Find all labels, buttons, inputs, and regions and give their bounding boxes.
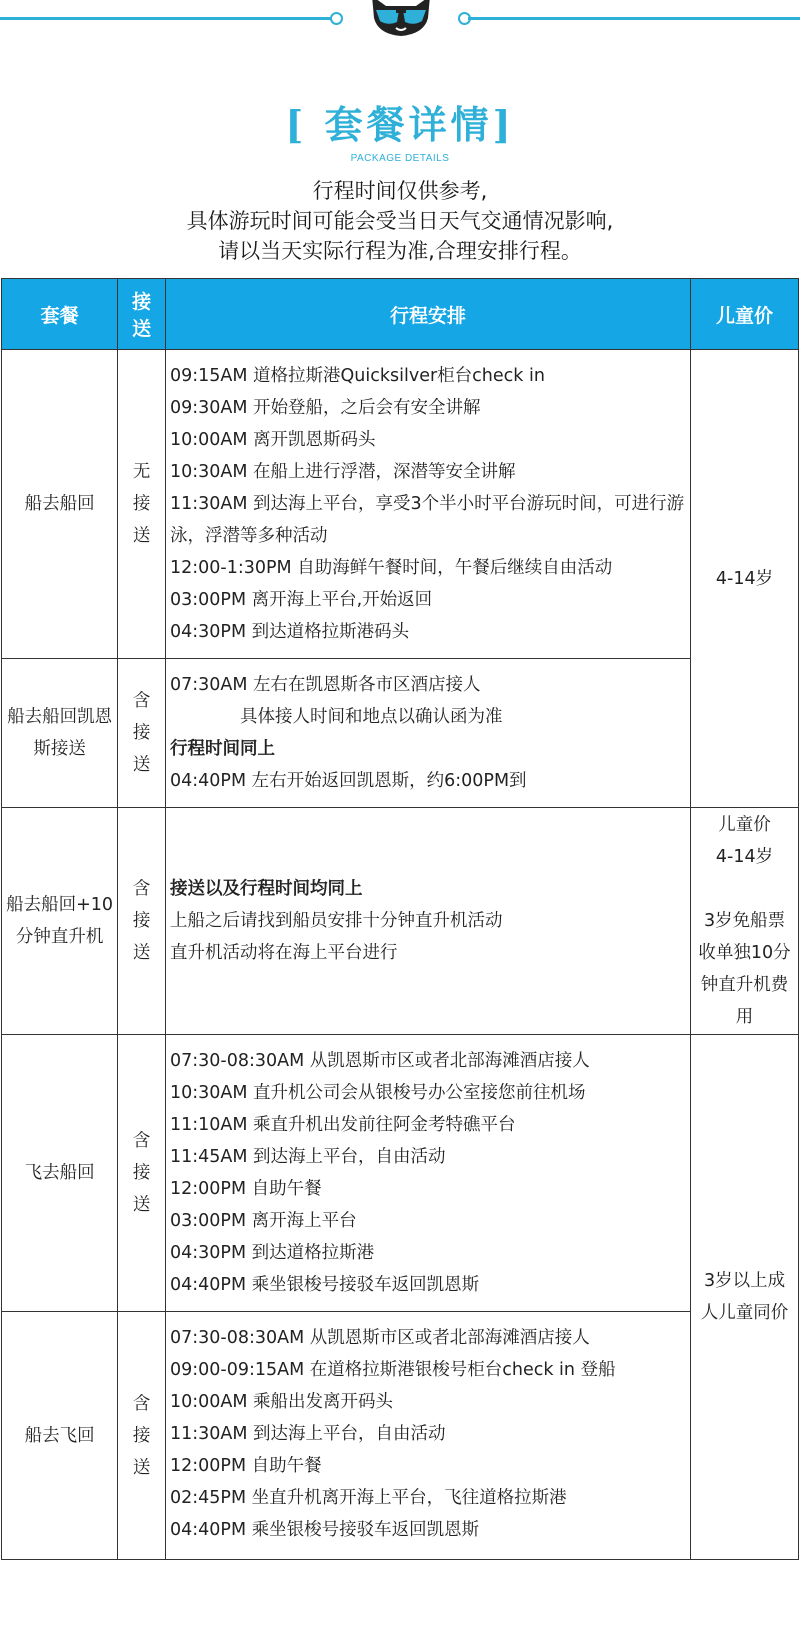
child-price-text: 3岁免船票收单独10分钟直升机费用 [698, 911, 791, 1027]
child-price-text: 3岁以上成人儿童同价 [700, 1271, 789, 1323]
schedule-line: 10:30AM 在船上进行浮潜，深潜等安全讲解 [169, 462, 516, 482]
table-row [2, 808, 799, 1035]
transfer-label: 含接送 [132, 879, 151, 963]
child-price-text: 4-14岁 [715, 847, 774, 867]
intro-line: 行程时间仅供参考, [312, 179, 488, 203]
child-price-text: 儿童价 [718, 815, 771, 835]
schedule-line: 03:00PM 离开海上平台,开始返回 [169, 590, 433, 610]
decor-line-left [0, 17, 333, 20]
schedule-line: 04:40PM 乘坐银梭号接驳车返回凯恩斯 [169, 1275, 480, 1295]
transfer-label: 含接送 [132, 691, 151, 775]
child-price-cell [691, 350, 799, 808]
intro-text [0, 176, 800, 266]
schedule-line: 12:00PM 自助午餐 [169, 1179, 322, 1199]
schedule-line: 具体接人时间和地点以确认函为准 [239, 707, 503, 727]
schedule-line: 03:00PM 离开海上平台 [169, 1211, 357, 1231]
schedule-line: 12:00-1:30PM 自助海鲜午餐时间，午餐后继续自由活动 [169, 558, 613, 578]
table-row [2, 1035, 799, 1312]
schedule-cell [165, 808, 690, 1035]
page-title: [ 套餐详情] [285, 102, 515, 147]
schedule-line: 上船之后请找到船员安排十分钟直升机活动 [169, 911, 503, 931]
header-package: 套餐 [2, 279, 118, 350]
child-price-cell [691, 1035, 799, 1560]
intro-line: 具体游玩时间可能会受当日天气交通情况影响, [186, 209, 614, 233]
schedule-line: 10:00AM 乘船出发离开码头 [169, 1392, 394, 1412]
schedule-line: 04:30PM 到达道格拉斯港码头 [169, 622, 410, 642]
top-decoration [0, 0, 800, 50]
transfer-cell [118, 659, 166, 808]
schedule-line: 11:45AM 到达海上平台，自由活动 [169, 1147, 446, 1167]
schedule-cell [165, 350, 690, 659]
header-child-price: 儿童价 [691, 279, 799, 350]
schedule-line: 11:30AM 到达海上平台，自由活动 [169, 1424, 446, 1444]
schedule-line: 09:30AM 开始登船，之后会有安全讲解 [169, 398, 481, 418]
schedule-line: 10:00AM 离开凯恩斯码头 [169, 430, 376, 450]
transfer-cell [118, 1312, 166, 1560]
page-subtitle: PACKAGE DETAILS [350, 153, 450, 164]
section-heading [0, 94, 800, 164]
schedule-line: 07:30-08:30AM 从凯恩斯市区或者北部海滩酒店接人 [169, 1051, 590, 1071]
schedule-line: 10:30AM 直升机公司会从银梭号办公室接您前往机场 [169, 1083, 586, 1103]
transfer-cell [118, 350, 166, 659]
transfer-cell [118, 808, 166, 1035]
schedule-line: 11:30AM 到达海上平台，享受3个半小时平台游玩时间，可进行游泳，浮潜等多种活动 [169, 494, 685, 546]
package-name: 船去船回+10分钟直升机 [2, 808, 118, 1035]
package-name: 船去船回凯恩斯接送 [2, 659, 118, 808]
child-price-text: 4-14岁 [715, 568, 774, 589]
header-schedule: 行程安排 [165, 279, 690, 350]
schedule-line: 02:45PM 坐直升机离开海上平台，飞往道格拉斯港 [169, 1488, 567, 1508]
schedule-line: 07:30AM 左右在凯恩斯各市区酒店接人 [169, 675, 481, 695]
transfer-label: 含接送 [132, 1393, 151, 1478]
schedule-cell [165, 1312, 690, 1560]
table-row [2, 659, 799, 808]
schedule-line: 12:00PM 自助午餐 [169, 1456, 322, 1476]
schedule-line: 04:40PM 左右开始返回凯恩斯，约6:00PM到 [169, 771, 527, 791]
transfer-label: 含接送 [132, 1131, 151, 1215]
transfer-label: 无接送 [132, 462, 151, 546]
intro-line: 请以当天实际行程为准,合理安排行程。 [218, 239, 582, 263]
schedule-cell [165, 1035, 690, 1312]
package-name: 船去船回 [2, 350, 118, 659]
table-row [2, 350, 799, 659]
table-header-row [2, 279, 799, 350]
schedule-line: 接送以及行程时间均同上 [169, 879, 363, 899]
schedule-line: 04:30PM 到达道格拉斯港 [169, 1243, 375, 1263]
decor-line-right [468, 17, 800, 20]
schedule-line: 09:15AM 道格拉斯港Quicksilver柜台check in [169, 366, 545, 386]
schedule-line: 07:30-08:30AM 从凯恩斯市区或者北部海滩酒店接人 [169, 1328, 590, 1348]
transfer-cell [118, 1035, 166, 1312]
schedule-line: 行程时间同上 [169, 739, 275, 759]
package-table [1, 278, 799, 1560]
child-price-cell [691, 808, 799, 1035]
decor-dot-left [330, 12, 343, 25]
schedule-line: 04:40PM 乘坐银梭号接驳车返回凯恩斯 [169, 1520, 480, 1540]
schedule-line: 直升机活动将在海上平台进行 [169, 943, 398, 963]
package-name: 飞去船回 [2, 1035, 118, 1312]
schedule-cell [165, 659, 690, 808]
header-transfer [118, 279, 166, 350]
schedule-line: 09:00-09:15AM 在道格拉斯港银梭号柜台check in 登船 [169, 1360, 616, 1380]
table-row [2, 1312, 799, 1560]
package-name: 船去飞回 [2, 1312, 118, 1560]
cat-mascot-icon [366, 0, 436, 38]
schedule-line: 11:10AM 乘直升机出发前往阿金考特礁平台 [169, 1115, 516, 1135]
header-transfer-label: 接送 [132, 291, 152, 340]
